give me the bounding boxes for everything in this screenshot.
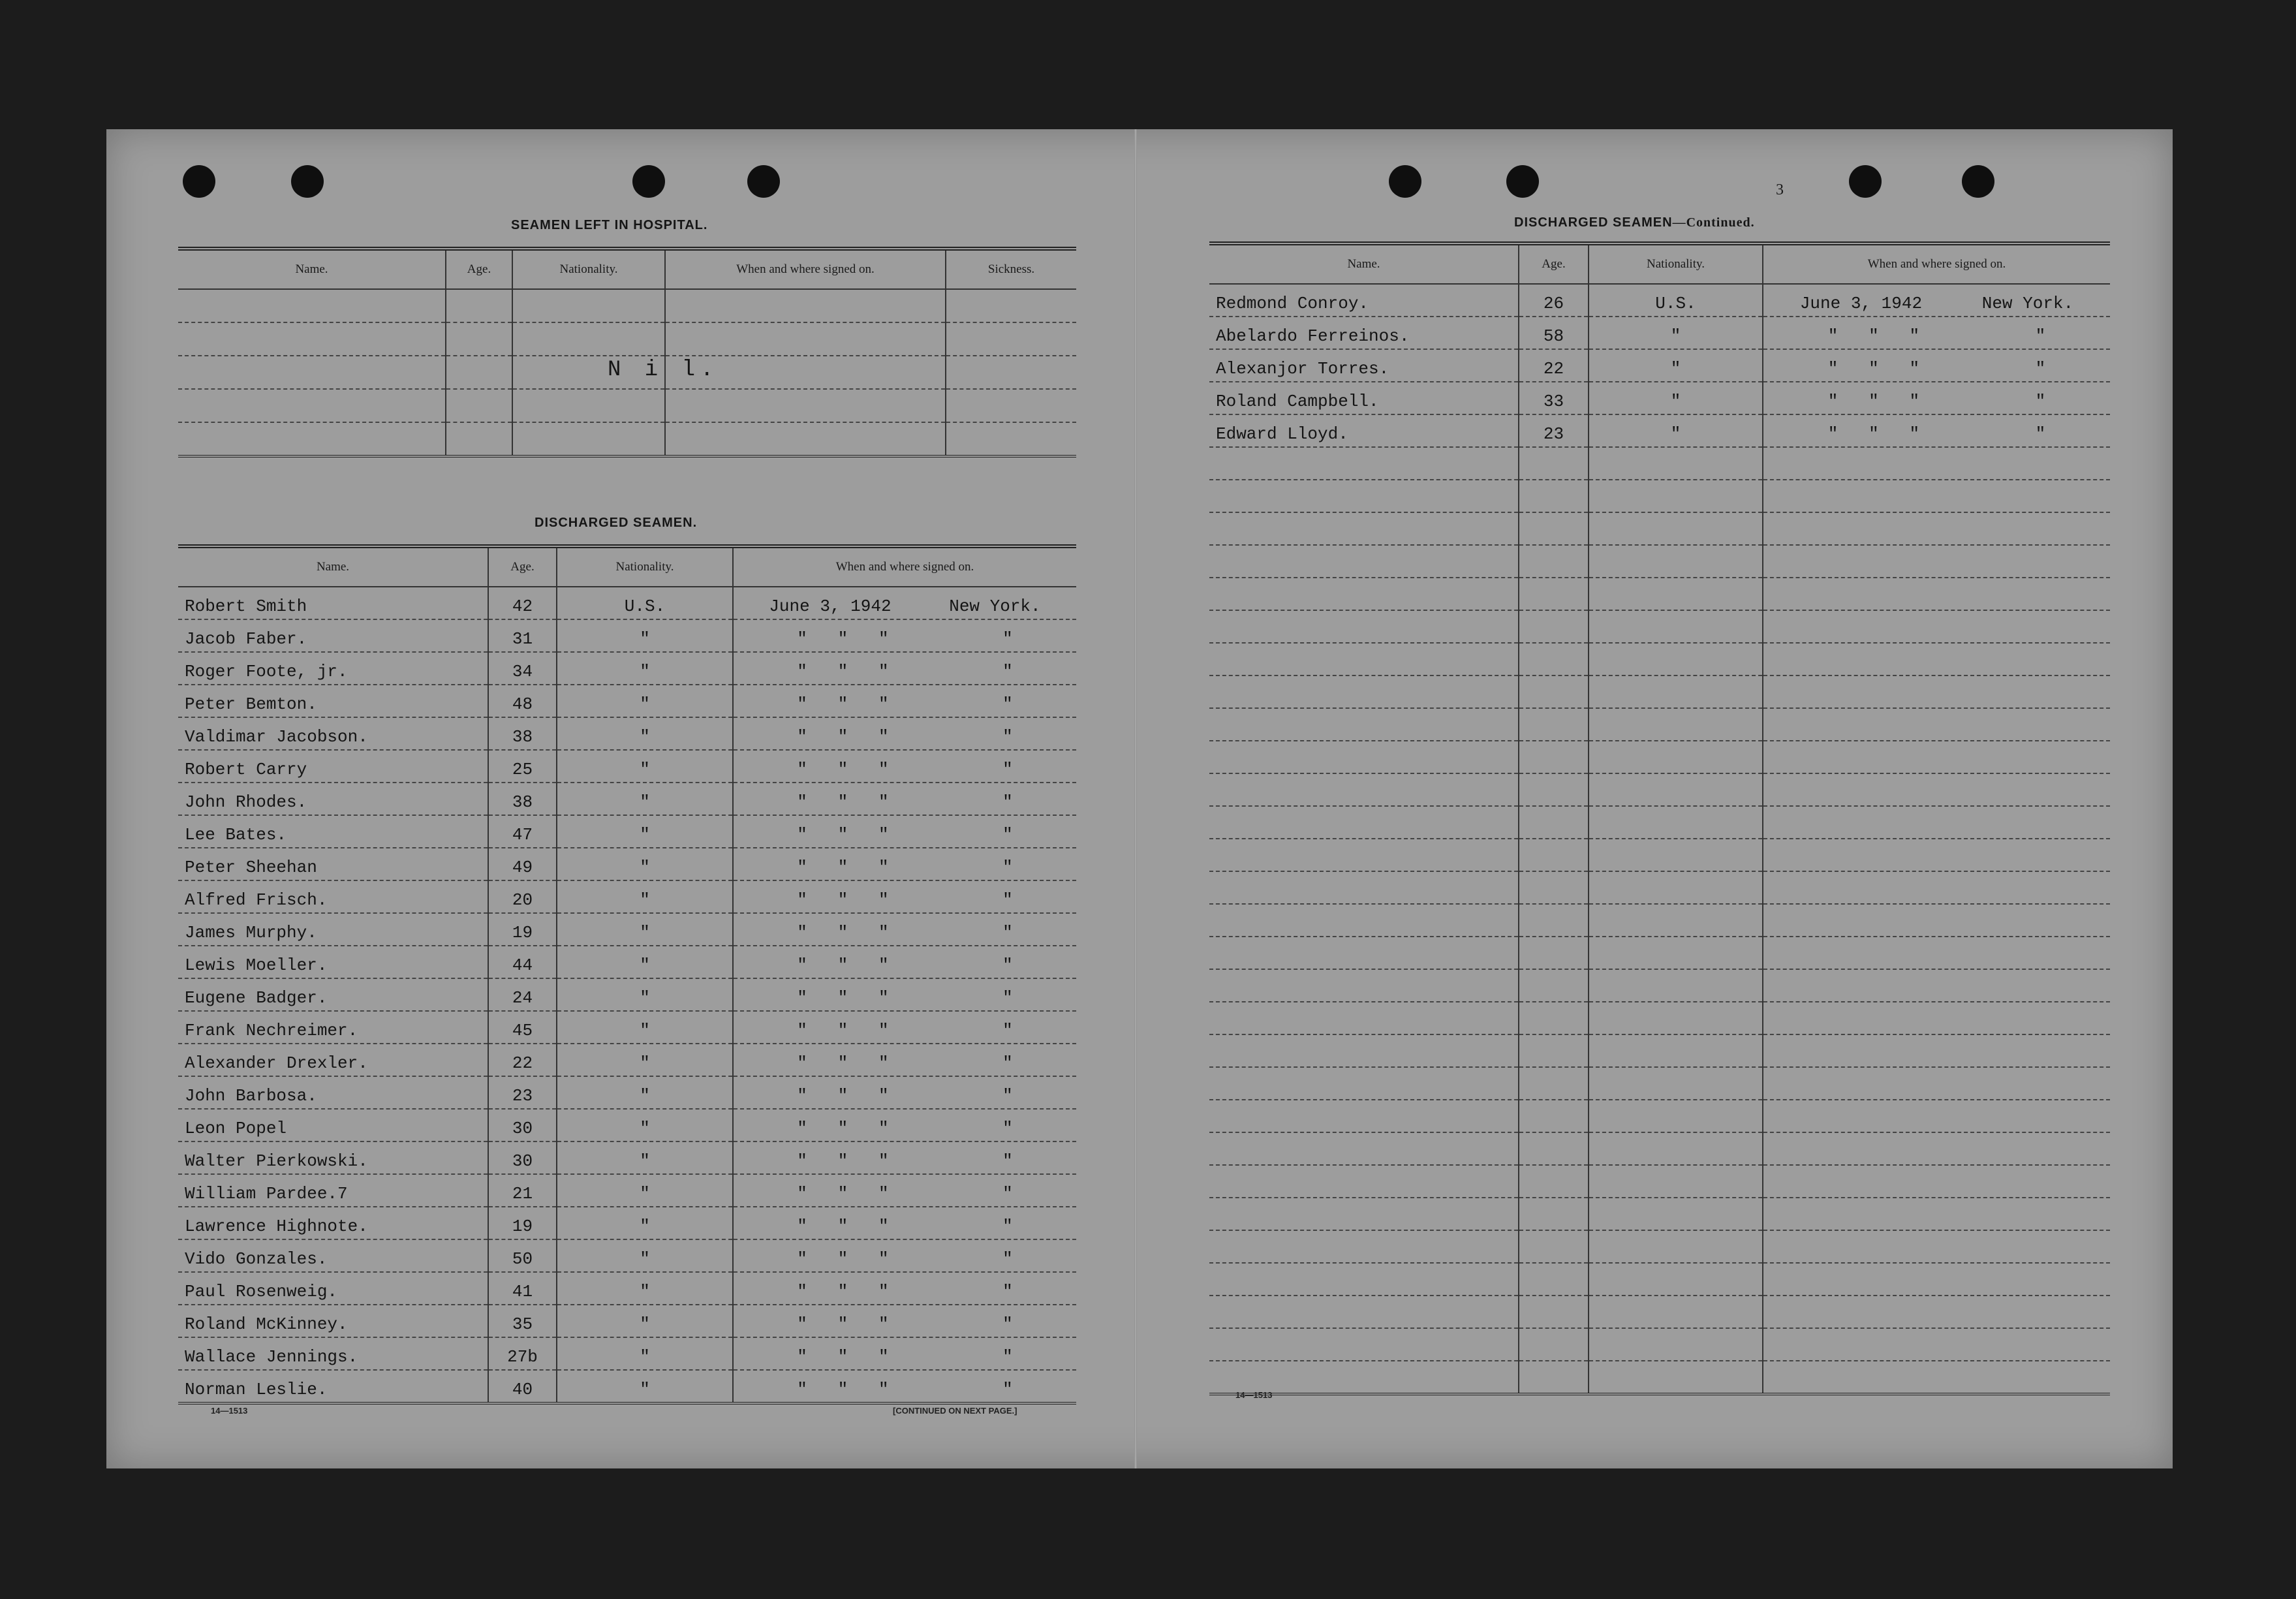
table-row — [1209, 708, 2110, 741]
table-row — [1209, 1132, 2110, 1165]
col-header-name: Name. — [178, 546, 488, 587]
cell-place: " — [1002, 662, 1013, 681]
cell-age: 48 — [488, 685, 557, 717]
cell-name: Roland McKinney. — [178, 1305, 488, 1337]
cell-name: Lawrence Highnote. — [178, 1207, 488, 1239]
cell-age: 33 — [1519, 382, 1589, 414]
table-row — [178, 1044, 1076, 1076]
table-row — [178, 783, 1076, 815]
table-row — [178, 848, 1076, 880]
cell-date: " " " — [797, 1282, 889, 1301]
table-row — [178, 322, 1076, 356]
cell-signed-on — [733, 750, 1076, 783]
cell-name: Peter Sheehan — [178, 848, 488, 880]
cell-name: Eugene Badger. — [178, 978, 488, 1011]
cell-nationality: " — [557, 1174, 733, 1207]
cell-signed-on — [1763, 349, 2110, 382]
cell-signed-on — [733, 815, 1076, 848]
table-row — [1209, 578, 2110, 610]
cell-nationality: " — [557, 1370, 733, 1403]
continued-title-sub: —Continued. — [1672, 215, 1755, 230]
cell-date: " " " — [1827, 424, 1920, 444]
cell-date: " " " — [797, 760, 889, 779]
cell-age: 30 — [488, 1141, 557, 1174]
continued-section-title — [1514, 215, 1755, 230]
cell-nationality: " — [557, 1076, 733, 1109]
cell-nationality: " — [1589, 317, 1763, 349]
cell-nationality: " — [557, 685, 733, 717]
cell-age: 58 — [1519, 317, 1589, 349]
cell-nationality: " — [557, 1207, 733, 1239]
table-row — [178, 978, 1076, 1011]
cell-signed-on — [1763, 382, 2110, 414]
page-number: 3 — [1776, 181, 1784, 198]
cell-name: Lewis Moeller. — [178, 946, 488, 978]
cell-place: " — [2035, 326, 2046, 346]
punch-hole — [1962, 165, 1994, 198]
cell-date: " " " — [797, 1249, 889, 1269]
cell-nationality: " — [557, 619, 733, 652]
table-row — [1209, 1230, 2110, 1263]
col-header-age: Age. — [1519, 243, 1589, 284]
cell-age: 19 — [488, 1207, 557, 1239]
cell-date: " " " — [797, 662, 889, 681]
cell-signed-on — [733, 717, 1076, 750]
cell-name: Wallace Jennings. — [178, 1337, 488, 1370]
col-header-nationality: Nationality. — [557, 546, 733, 587]
cell-name: Valdimar Jacobson. — [178, 717, 488, 750]
cell-nationality: U.S. — [1589, 284, 1763, 317]
table-row — [1209, 480, 2110, 512]
cell-age: 23 — [488, 1076, 557, 1109]
cell-place: " — [1002, 1314, 1013, 1334]
table-row — [178, 422, 1076, 456]
table-row — [1209, 512, 2110, 545]
table-row — [178, 1337, 1076, 1370]
cell-place: New York. — [1981, 294, 2074, 313]
cell-signed-on — [733, 587, 1076, 619]
cell-signed-on — [1763, 317, 2110, 349]
cell-name: Abelardo Ferreinos. — [1209, 317, 1519, 349]
table-row — [178, 685, 1076, 717]
punch-hole — [632, 165, 665, 198]
cell-nationality: " — [557, 946, 733, 978]
cell-place: " — [1002, 858, 1013, 877]
table-row — [178, 880, 1076, 913]
table-row — [1209, 675, 2110, 708]
table-row — [1209, 937, 2110, 969]
table-row — [178, 652, 1076, 685]
cell-signed-on — [733, 685, 1076, 717]
cell-age: 38 — [488, 783, 557, 815]
col-header-name: Name. — [178, 249, 446, 289]
cell-name: James Murphy. — [178, 913, 488, 946]
discharged-table — [178, 544, 1076, 1405]
table-row — [1209, 610, 2110, 643]
cell-place: " — [1002, 988, 1013, 1008]
table-row — [178, 619, 1076, 652]
cell-signed-on — [733, 913, 1076, 946]
cell-date: " " " — [1827, 392, 1920, 411]
col-header-name: Name. — [1209, 243, 1519, 284]
table-row — [178, 587, 1076, 619]
table-row — [178, 1174, 1076, 1207]
cell-signed-on — [733, 652, 1076, 685]
cell-name: Leon Popel — [178, 1109, 488, 1141]
cell-place: " — [1002, 1282, 1013, 1301]
form-number: 14—1513 — [211, 1406, 248, 1416]
col-header-nationality: Nationality. — [512, 249, 665, 289]
table-row — [1209, 1067, 2110, 1100]
cell-name: Roland Campbell. — [1209, 382, 1519, 414]
cell-signed-on — [733, 619, 1076, 652]
table-row — [1209, 741, 2110, 773]
cell-signed-on — [733, 1337, 1076, 1370]
cell-age: 41 — [488, 1272, 557, 1305]
table-row — [1209, 1100, 2110, 1132]
col-header-nationality: Nationality. — [1589, 243, 1763, 284]
table-row — [1209, 904, 2110, 937]
table-row — [1209, 1263, 2110, 1296]
cell-place: " — [1002, 825, 1013, 845]
cell-date: June 3, 1942 — [769, 597, 892, 616]
table-row — [1209, 773, 2110, 806]
cell-nationality: " — [557, 1141, 733, 1174]
table-row — [178, 289, 1076, 322]
cell-signed-on — [733, 783, 1076, 815]
cell-date: " " " — [797, 1314, 889, 1334]
punch-hole — [1506, 165, 1539, 198]
cell-name: Paul Rosenweig. — [178, 1272, 488, 1305]
col-header-signed-on: When and where signed on. — [733, 546, 1076, 587]
punch-hole — [291, 165, 324, 198]
punch-hole — [1849, 165, 1882, 198]
cell-age: 31 — [488, 619, 557, 652]
cell-name: William Pardee.7 — [178, 1174, 488, 1207]
cell-age: 49 — [488, 848, 557, 880]
cell-place: New York. — [949, 597, 1041, 616]
punch-hole — [1389, 165, 1421, 198]
cell-name: Frank Nechreimer. — [178, 1011, 488, 1044]
cell-name: Norman Leslie. — [178, 1370, 488, 1403]
cell-age: 27b — [488, 1337, 557, 1370]
cell-date: " " " — [797, 923, 889, 942]
cell-date: " " " — [797, 629, 889, 649]
cell-name: Jacob Faber. — [178, 619, 488, 652]
cell-nationality: " — [557, 1239, 733, 1272]
table-row — [178, 1272, 1076, 1305]
table-row — [178, 913, 1076, 946]
cell-nationality: " — [557, 913, 733, 946]
table-row — [1209, 1165, 2110, 1198]
cell-nationality: " — [557, 1011, 733, 1044]
cell-date: " " " — [797, 1053, 889, 1073]
cell-date: " " " — [1827, 359, 1920, 379]
table-row — [1209, 545, 2110, 578]
table-row — [178, 389, 1076, 422]
cell-place: " — [1002, 1184, 1013, 1203]
cell-date: " " " — [797, 1119, 889, 1138]
table-row — [178, 1109, 1076, 1141]
cell-age: 50 — [488, 1239, 557, 1272]
cell-age: 24 — [488, 978, 557, 1011]
cell-nationality: " — [1589, 382, 1763, 414]
table-row — [1209, 806, 2110, 839]
cell-age: 30 — [488, 1109, 557, 1141]
cell-place: " — [1002, 1021, 1013, 1040]
cell-date: June 3, 1942 — [1799, 294, 1923, 313]
cell-name: Alfred Frisch. — [178, 880, 488, 913]
cell-place: " — [2035, 392, 2046, 411]
cell-nationality: " — [557, 978, 733, 1011]
cell-age: 40 — [488, 1370, 557, 1403]
cell-signed-on — [733, 1109, 1076, 1141]
cell-nationality: " — [557, 848, 733, 880]
cell-signed-on — [733, 946, 1076, 978]
cell-name: Peter Bemton. — [178, 685, 488, 717]
table-row — [1209, 447, 2110, 480]
table-row — [1209, 1328, 2110, 1361]
cell-place: " — [1002, 955, 1013, 975]
cell-date: " " " — [1827, 326, 1920, 346]
cell-nationality: U.S. — [557, 587, 733, 619]
cell-age: 44 — [488, 946, 557, 978]
discharged-section-title: DISCHARGED SEAMEN. — [535, 516, 698, 530]
cell-date: " " " — [797, 955, 889, 975]
table-row — [1209, 1198, 2110, 1230]
cell-signed-on — [733, 1174, 1076, 1207]
col-header-age: Age. — [488, 546, 557, 587]
cell-age: 23 — [1519, 414, 1589, 447]
table-row — [1209, 382, 2110, 414]
cell-date: " " " — [797, 825, 889, 845]
table-row — [1209, 1296, 2110, 1328]
cell-date: " " " — [797, 792, 889, 812]
table-row — [178, 717, 1076, 750]
cell-nationality: " — [557, 717, 733, 750]
cell-signed-on — [733, 1370, 1076, 1403]
cell-name: Lee Bates. — [178, 815, 488, 848]
cell-nationality: " — [557, 1305, 733, 1337]
cell-name: Alexander Drexler. — [178, 1044, 488, 1076]
table-row — [178, 750, 1076, 783]
continued-note: [CONTINUED ON NEXT PAGE.] — [893, 1406, 1017, 1416]
cell-age: 22 — [1519, 349, 1589, 382]
cell-nationality: " — [557, 783, 733, 815]
table-row — [1209, 284, 2110, 317]
col-header-age: Age. — [446, 249, 512, 289]
cell-age: 25 — [488, 750, 557, 783]
table-row — [178, 1207, 1076, 1239]
cell-place: " — [1002, 890, 1013, 910]
cell-nationality: " — [557, 652, 733, 685]
hospital-section-title: SEAMEN LEFT IN HOSPITAL. — [511, 218, 708, 232]
cell-place: " — [1002, 792, 1013, 812]
cell-name: Walter Pierkowski. — [178, 1141, 488, 1174]
cell-date: " " " — [797, 1347, 889, 1367]
cell-nationality: " — [1589, 349, 1763, 382]
cell-name: Alexanjor Torres. — [1209, 349, 1519, 382]
cell-name: John Rhodes. — [178, 783, 488, 815]
cell-name: Vido Gonzales. — [178, 1239, 488, 1272]
table-row — [178, 815, 1076, 848]
cell-age: 35 — [488, 1305, 557, 1337]
cell-signed-on — [1763, 284, 2110, 317]
cell-name: John Barbosa. — [178, 1076, 488, 1109]
cell-age: 26 — [1519, 284, 1589, 317]
cell-date: " " " — [797, 727, 889, 747]
cell-place: " — [2035, 359, 2046, 379]
table-row — [1209, 643, 2110, 675]
table-row — [1209, 317, 2110, 349]
cell-age: 21 — [488, 1174, 557, 1207]
cell-age: 34 — [488, 652, 557, 685]
cell-place: " — [1002, 760, 1013, 779]
cell-date: " " " — [797, 1217, 889, 1236]
cell-place: " — [1002, 923, 1013, 942]
cell-place: " — [1002, 1086, 1013, 1106]
col-header-signed-on: When and where signed on. — [665, 249, 946, 289]
cell-age: 22 — [488, 1044, 557, 1076]
cell-place: " — [1002, 1347, 1013, 1367]
form-number: 14—1513 — [1235, 1390, 1273, 1400]
table-row — [1209, 839, 2110, 871]
cell-signed-on — [733, 978, 1076, 1011]
table-row — [1209, 969, 2110, 1002]
cell-place: " — [1002, 1217, 1013, 1236]
cell-nationality: " — [557, 815, 733, 848]
cell-place: " — [1002, 629, 1013, 649]
cell-signed-on — [733, 1076, 1076, 1109]
table-row — [1209, 1361, 2110, 1394]
cell-signed-on — [733, 1141, 1076, 1174]
cell-name: Robert Carry — [178, 750, 488, 783]
cell-place: " — [1002, 1380, 1013, 1399]
cell-nationality: " — [557, 880, 733, 913]
table-row — [1209, 871, 2110, 904]
table-row — [178, 1239, 1076, 1272]
cell-date: " " " — [797, 1086, 889, 1106]
cell-nationality: " — [1589, 414, 1763, 447]
cell-date: " " " — [797, 1184, 889, 1203]
cell-date: " " " — [797, 1380, 889, 1399]
cell-signed-on — [733, 1207, 1076, 1239]
cell-place: " — [1002, 1249, 1013, 1269]
punch-hole — [183, 165, 215, 198]
table-row — [178, 946, 1076, 978]
cell-age: 20 — [488, 880, 557, 913]
cell-date: " " " — [797, 694, 889, 714]
table-row — [178, 1370, 1076, 1403]
table-row — [1209, 414, 2110, 447]
cell-place: " — [1002, 1053, 1013, 1073]
cell-signed-on — [733, 1239, 1076, 1272]
table-row — [178, 1141, 1076, 1174]
punch-hole — [747, 165, 780, 198]
cell-age: 19 — [488, 913, 557, 946]
cell-signed-on — [733, 848, 1076, 880]
cell-signed-on — [1763, 414, 2110, 447]
cell-signed-on — [733, 880, 1076, 913]
cell-signed-on — [733, 1011, 1076, 1044]
cell-nationality: " — [557, 1109, 733, 1141]
cell-signed-on — [733, 1044, 1076, 1076]
discharged-continued-table — [1209, 241, 2110, 1395]
cell-nationality: " — [557, 1337, 733, 1370]
cell-date: " " " — [797, 890, 889, 910]
cell-age: 42 — [488, 587, 557, 619]
cell-date: " " " — [797, 1021, 889, 1040]
cell-place: " — [1002, 1119, 1013, 1138]
cell-nationality: " — [557, 1044, 733, 1076]
document-sheet — [106, 129, 2173, 1468]
table-row — [178, 1076, 1076, 1109]
cell-age: 38 — [488, 717, 557, 750]
cell-date: " " " — [797, 858, 889, 877]
cell-place: " — [1002, 727, 1013, 747]
cell-age: 47 — [488, 815, 557, 848]
cell-name: Edward Lloyd. — [1209, 414, 1519, 447]
table-row — [1209, 1002, 2110, 1034]
table-row — [1209, 1034, 2110, 1067]
cell-nationality: " — [557, 750, 733, 783]
col-header-sickness: Sickness. — [946, 249, 1076, 289]
hospital-table — [178, 247, 1076, 458]
cell-name: Roger Foote, jr. — [178, 652, 488, 685]
table-row — [178, 1011, 1076, 1044]
page-fold — [1134, 129, 1137, 1468]
cell-place: " — [2035, 424, 2046, 444]
cell-place: " — [1002, 1151, 1013, 1171]
table-row — [1209, 349, 2110, 382]
continued-title-main: DISCHARGED SEAMEN — [1514, 215, 1673, 230]
cell-signed-on — [733, 1272, 1076, 1305]
col-header-signed-on: When and where signed on. — [1763, 243, 2110, 284]
cell-place: " — [1002, 694, 1013, 714]
cell-date: " " " — [797, 988, 889, 1008]
cell-date: " " " — [797, 1151, 889, 1171]
cell-age: 45 — [488, 1011, 557, 1044]
nil-entry: N i l. — [608, 358, 719, 382]
cell-nationality: " — [557, 1272, 733, 1305]
cell-name: Redmond Conroy. — [1209, 284, 1519, 317]
table-row — [178, 1305, 1076, 1337]
cell-name: Robert Smith — [178, 587, 488, 619]
cell-signed-on — [733, 1305, 1076, 1337]
